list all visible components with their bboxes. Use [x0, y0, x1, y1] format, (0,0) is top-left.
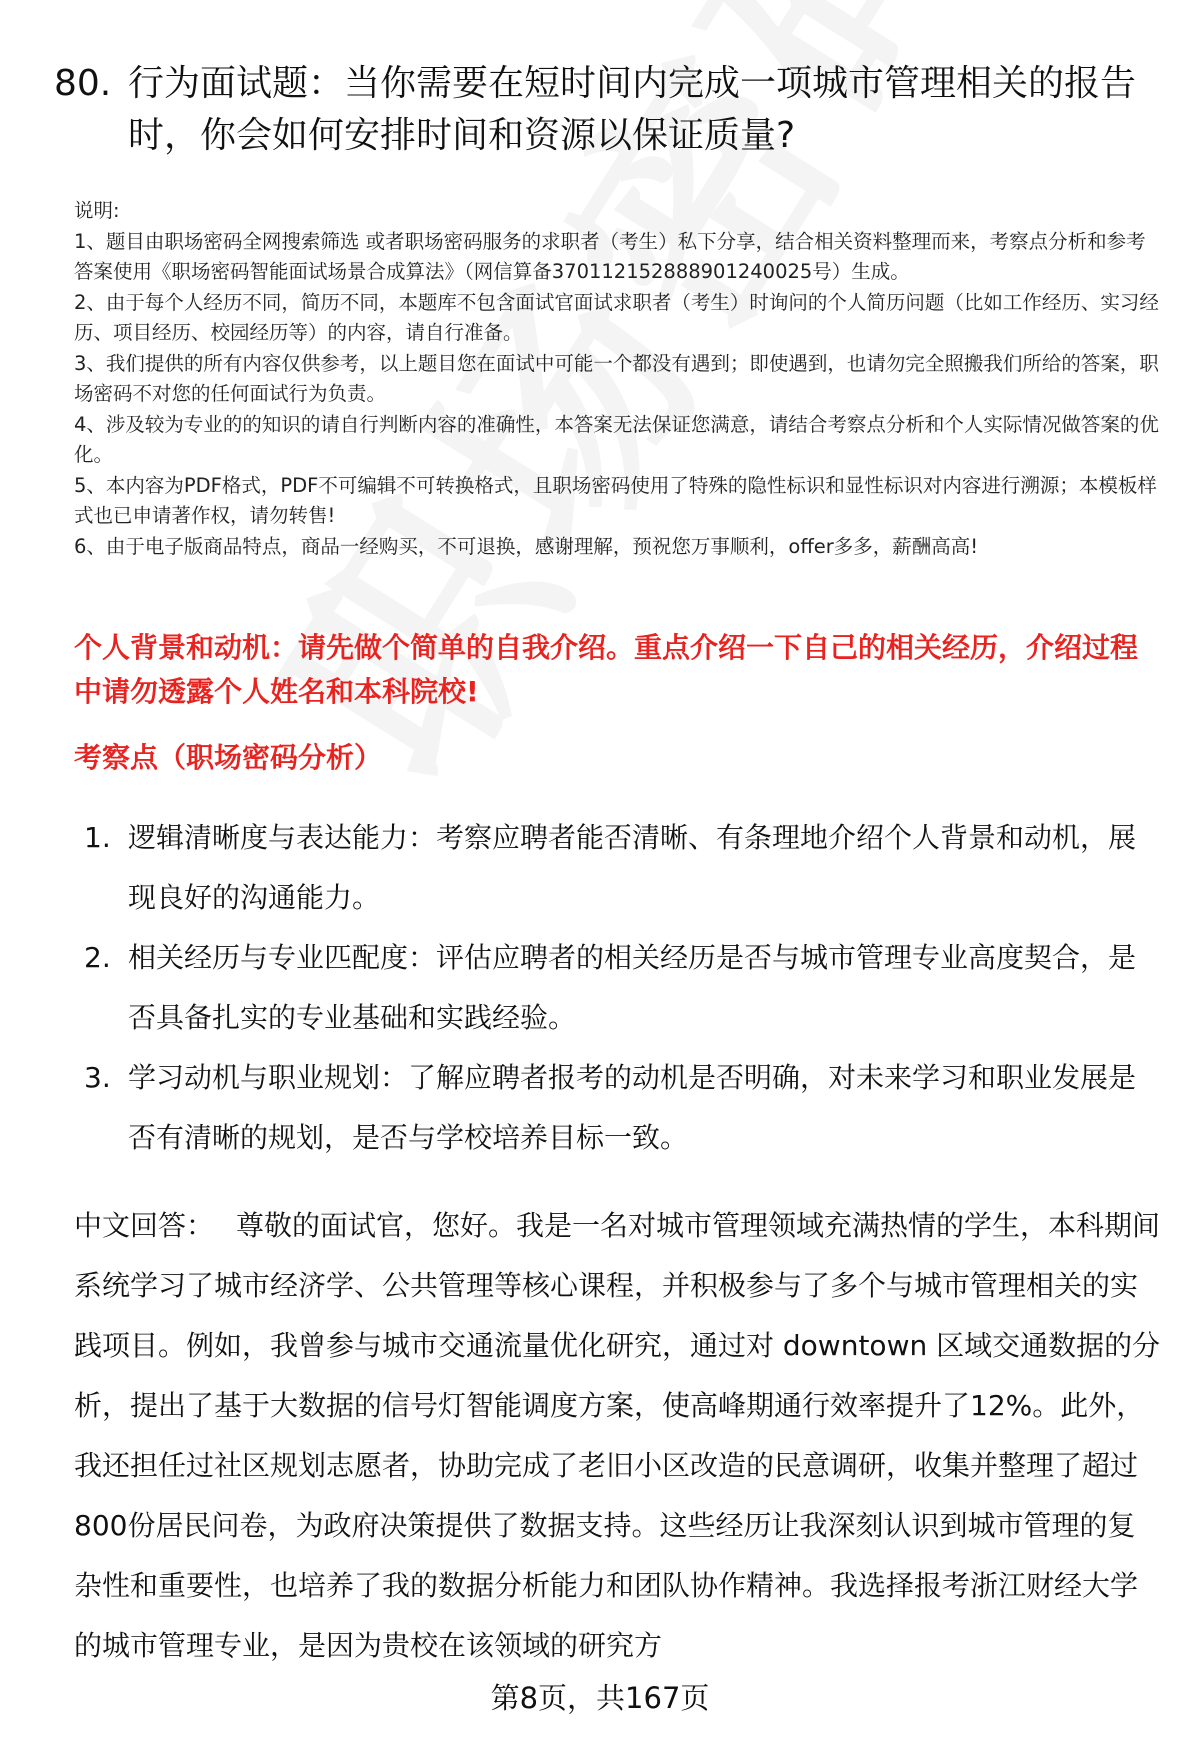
point-text: 学习动机与职业规划：了解应聘者报考的动机是否明确，对未来学习和职业发展是否有清晰的规划，是否与学校培养目标一致。: [128, 1061, 1137, 1154]
question-heading: [54, 58, 1154, 162]
answer-text: 尊敬的面试官，您好。我是一名对城市管理领域充满热情的学生，本科期间系统学习了城市经济学、公共管理等核心课程，并积极参与了多个与城市管理相关的实践项目。例如，我曾参与城市交通流量优化研究，通过对 downtown 区域交通数据的分析，提出了基于大数据的信号灯智能调度方案，使高峰期通行效率提升了12%。此外，我还担任过社区规划志愿者，协助完成了老旧小区改造的民意调研，收集并整理了超过800份居民问卷，为政府决策提供了数据支持。这些经历让我深刻认识到城市管理的复杂性和重要性，也培养了我的数据分析能力和团队协作精神。我选择报考浙江财经大学的城市管理专业，是因为贵校在该领域的研究方: [74, 1209, 1161, 1662]
note-item: 2、由于每个人经历不同，简历不同，本题库不包含面试官面试求职者（考生）时询问的个人简历问题（比如工作经历、实习经历、项目经历、校园经历等）的内容，请自行准备。: [74, 290, 1159, 344]
point-text: 相关经历与专业匹配度：评估应聘者的相关经历是否与城市管理专业高度契合，是否具备扎实的专业基础和实践经验。: [128, 941, 1137, 1034]
note-item: 6、由于电子版商品特点，商品一经购买，不可退换，感谢理解，预祝您万事顺利，offer多多，薪酬高高!: [74, 534, 979, 558]
point-text: 逻辑清晰度与表达能力：考察应聘者能否清晰、有条理地介绍个人背景和动机，展现良好的沟通能力。: [128, 821, 1137, 914]
point-index: 1.: [84, 821, 111, 854]
analysis-title: 考察点（职场密码分析）: [74, 741, 383, 774]
self-intro-prompt: 个人背景和动机：请先做个简单的自我介绍。重点介绍一下自己的相关经历，介绍过程中请勿透露个人姓名和本科院校!: [74, 631, 1139, 708]
note-item: 4、涉及较为专业的的知识的请自行判断内容的准确性，本答案无法保证您满意，请结合考察点分析和个人实际情况做答案的优化。: [74, 412, 1159, 466]
answer-label: 中文回答：: [74, 1209, 215, 1242]
point-index: 2.: [84, 941, 111, 974]
note-item: 1、题目由职场密码全网搜索筛选 或者职场密码服务的求职者（考生）私下分享，结合相关资料整理而来，考察点分析和参考答案使用《职场密码智能面试场景合成算法》（网信算备370112152888901240025号）生成。: [74, 229, 1146, 283]
analysis-point: [84, 1048, 1154, 1168]
answer-section: [74, 1196, 1162, 1676]
analysis-point: [84, 928, 1154, 1048]
note-item: 5、本内容为PDF格式，PDF不可编辑不可转换格式，且职场密码使用了特殊的隐性标识和显性标识对内容进行溯源；本模板样式也已申请著作权，请勿转售!: [74, 473, 1157, 527]
point-index: 3.: [84, 1061, 111, 1094]
note-item: 3、我们提供的所有内容仅供参考，以上题目您在面试中可能一个都没有遇到；即使遇到，也请勿完全照搬我们所给的答案，职场密码不对您的任何面试行为负责。: [74, 351, 1159, 405]
question-text: 行为面试题：当你需要在短时间内完成一项城市管理相关的报告时，你会如何安排时间和资源以保证质量?: [128, 63, 1137, 156]
analysis-point: [84, 808, 1154, 928]
notes-title: 说明:: [74, 199, 120, 222]
question-number: 80.: [54, 63, 112, 104]
analysis-points: [84, 808, 1154, 1168]
notes-section: [74, 196, 1162, 562]
page-number: 第8页，共167页: [490, 1681, 710, 1715]
